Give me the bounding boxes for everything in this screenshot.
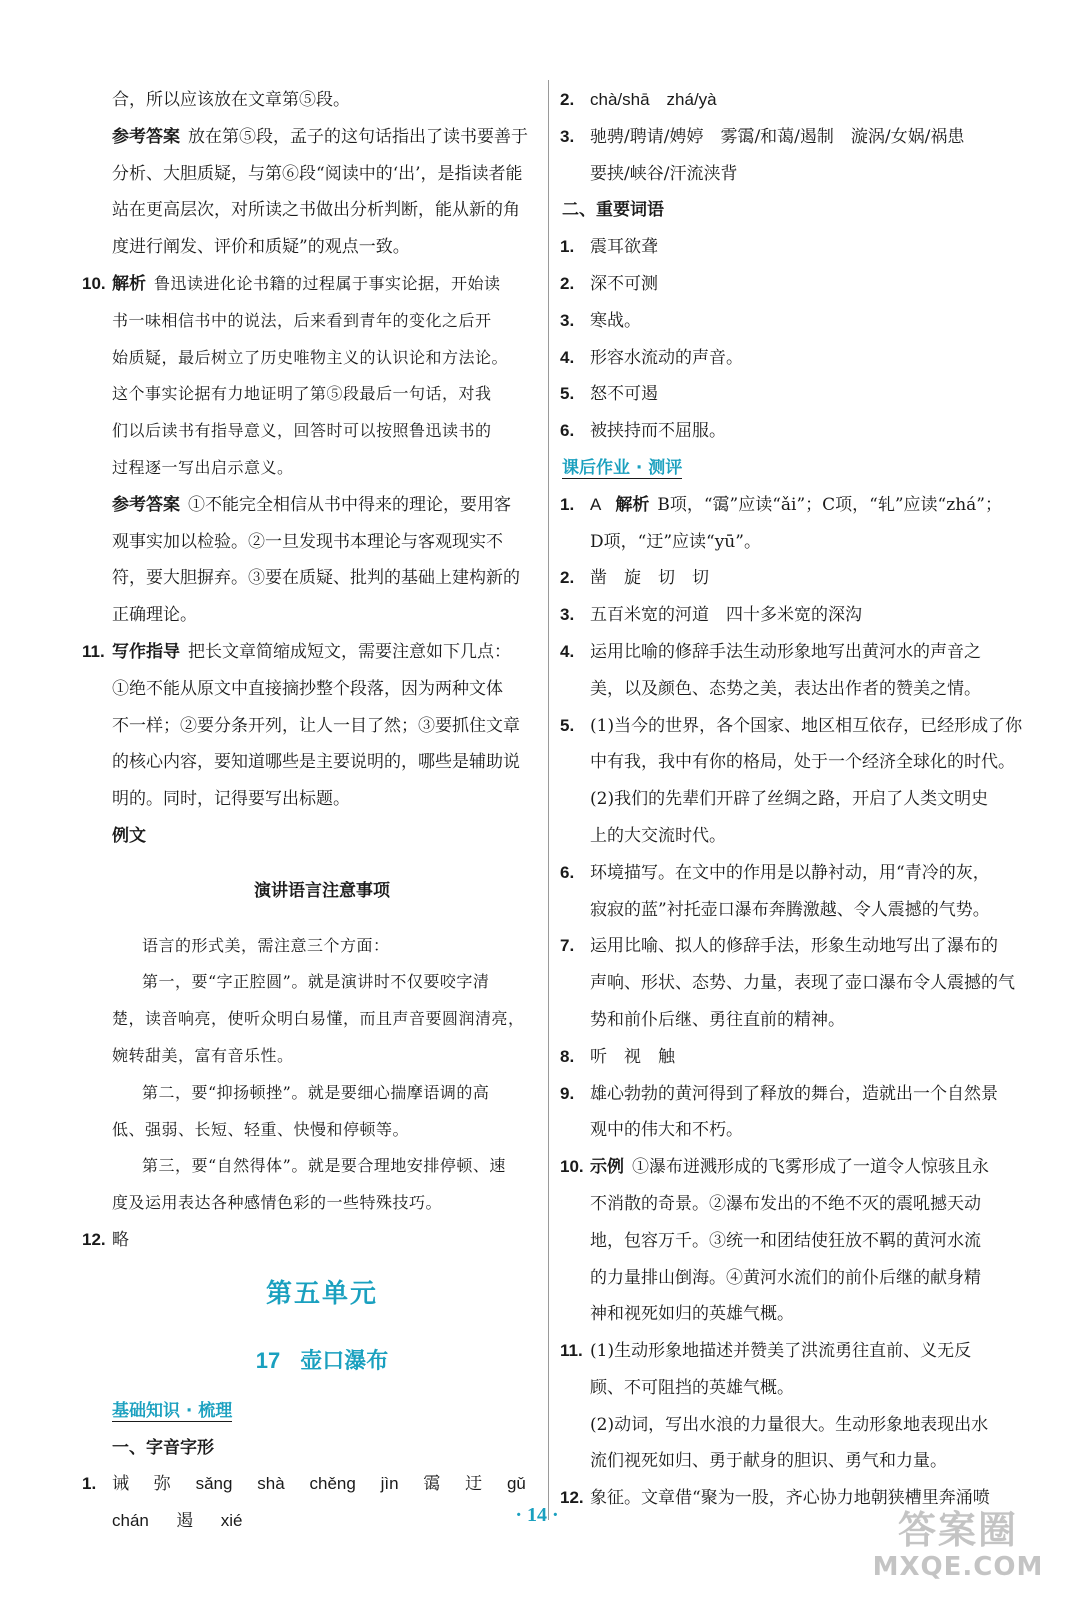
answer-item: 遏 <box>176 1511 194 1532</box>
text-line: ①瀑布迸溅形成的飞雾形成了一道令人惊骇且永 <box>632 1157 989 1178</box>
text-line: 正确理论。 <box>112 605 197 626</box>
question-number: 7. <box>560 936 575 956</box>
column-divider <box>548 80 549 1520</box>
question-number: 10. <box>82 273 106 293</box>
question-number: 6. <box>560 862 575 882</box>
answer-3 <box>560 119 1022 156</box>
question-number: 4. <box>560 641 575 661</box>
text-line: 被挟持而不屈服。 <box>590 421 726 442</box>
section-after-class <box>562 450 1022 487</box>
section-label: 课后作业 · 测评 <box>562 457 683 478</box>
text-line: 要挟/峡谷/汗流浃背 <box>590 163 738 184</box>
question-number: 6. <box>560 421 575 441</box>
text-line: 深不可测 <box>590 273 658 294</box>
analysis-label: 解析 <box>112 273 146 294</box>
text-line: (1)生动形象地描述并赞美了洪流勇往直前、义无反 <box>590 1341 972 1362</box>
answer-item: sǎng <box>195 1474 233 1494</box>
text-line: 声响、形状、态势、力量，表现了壶口瀑布令人震撼的气 <box>590 973 1015 994</box>
example-label: 示例 <box>590 1157 624 1178</box>
question-number: 10. <box>560 1157 584 1177</box>
text-line: 略 <box>112 1229 129 1250</box>
exercise-2 <box>560 560 1022 597</box>
answer-item: xié <box>220 1511 243 1531</box>
reference-answer <box>112 119 532 156</box>
text-line: D项，“迂”应读“yū”。 <box>590 531 761 552</box>
text-line: 美，以及颜色、态势之美，表达出作者的赞美之情。 <box>590 678 981 699</box>
text-line: 凿 旋 切 切 <box>590 568 709 589</box>
exercise-5 <box>560 708 1023 745</box>
answer-item: 霭 <box>423 1474 441 1495</box>
vocab-1 <box>560 229 1022 266</box>
text-line: 不消散的奇景。②瀑布发出的不绝不灭的震吼撼天动 <box>590 1193 981 1214</box>
section-label: 基础知识 · 梳理 <box>112 1400 233 1421</box>
answer-item: chěng <box>309 1474 356 1494</box>
text-line: 听 视 触 <box>590 1046 675 1067</box>
exercise-4 <box>560 634 1022 671</box>
answer-item: 迂 <box>465 1474 483 1495</box>
text-line: 神和视死如归的英雄气概。 <box>590 1304 794 1325</box>
text-line: 震耳欲聋 <box>590 237 658 258</box>
answer-choice: A <box>590 494 602 514</box>
text-line: 把长文章简缩成短文，需要注意如下几点： <box>188 641 511 662</box>
essay-line: 第二，要“抑扬顿挫”。就是要细心揣摩语调的高 <box>142 1082 490 1102</box>
watermark-logo <box>868 1508 1048 1588</box>
text-line: 度进行阐发、评价和质疑”的观点一致。 <box>112 237 410 258</box>
question-number: 3. <box>560 126 575 146</box>
essay-line: 第一，要“字正腔圆”。就是演讲时不仅要咬字清 <box>142 972 490 992</box>
text-line: B项，“霭”应读“ǎi”；C项，“轧”应读“zhá”； <box>657 494 1002 515</box>
section-basic-knowledge <box>112 1393 532 1430</box>
text-line: 们以后读书有指导意义，回答时可以按照鲁迅读书的 <box>112 421 492 441</box>
text-line: 怒不可遏 <box>590 384 658 405</box>
text-line: 分析、大胆质疑，与第⑥段“阅读中的‘出’，是指读者能 <box>112 163 523 184</box>
exercise-11 <box>560 1333 1022 1370</box>
text-line: 地，包容万千。③统一和团结使狂放不羁的黄河水流 <box>590 1230 981 1251</box>
essay-line: 低、强弱、长短、轻重、快慢和停顿等。 <box>112 1119 410 1139</box>
question-number: 9. <box>560 1083 575 1103</box>
essay-line: 语言的形式美，需注意三个方面： <box>142 935 390 955</box>
spacer <box>112 910 532 928</box>
watermark-url: MXQE.COM <box>872 1552 1044 1582</box>
exercise-8 <box>560 1039 1022 1076</box>
question-number: 11. <box>560 1341 583 1361</box>
text-line: 势和前仆后继、勇往直前的精神。 <box>590 1009 845 1030</box>
question-number: 4. <box>560 347 575 367</box>
text-line: 顾、不可阻挡的英雄气概。 <box>590 1377 794 1398</box>
question-number: 3. <box>560 605 575 625</box>
question-number: 3. <box>560 310 575 330</box>
exercise-6 <box>560 855 1022 892</box>
question-number: 2. <box>560 273 575 293</box>
unit-title: 第五单元 <box>265 1278 378 1309</box>
left-column <box>82 82 532 1540</box>
question-number: 2. <box>560 90 575 109</box>
answer-2 <box>560 82 1022 119</box>
text-line: (2)动词，写出水浪的力量很大。生动形象地表现出水 <box>590 1414 989 1435</box>
pronunciation-answers <box>82 1466 532 1503</box>
exercise-1 <box>560 487 1022 524</box>
question-10 <box>82 266 532 303</box>
question-number: 1. <box>82 1474 97 1494</box>
text-line: 始质疑，最后树立了历史唯物主义的认识论和方法论。 <box>112 347 509 367</box>
text-line: 站在更高层次，对所读之书做出分析判断，能从新的角 <box>112 200 520 221</box>
analysis-label: 解析 <box>615 494 650 515</box>
text-line: 合，所以应该放在文章第⑤段。 <box>112 90 350 110</box>
vocab-3 <box>560 303 1022 340</box>
lesson-heading <box>112 1329 532 1393</box>
text-line: 上的大交流时代。 <box>590 825 726 846</box>
reference-answer-label: 参考答案 <box>112 494 180 515</box>
answer-item: gǔ <box>506 1474 526 1494</box>
text-line: 五百米宽的河道 四十多米宽的深沟 <box>590 605 862 626</box>
text-line: 形容水流动的声音。 <box>590 347 743 368</box>
text-line: 运用比喻的修辞手法生动形象地写出黄河水的声音之 <box>590 641 981 662</box>
writing-guide-label: 写作指导 <box>112 641 180 662</box>
text-line: (2)我们的先辈们开辟了丝绸之路，开启了人类文明史 <box>590 789 989 810</box>
vocab-4 <box>560 340 1022 377</box>
text-line: 这个事实论据有力地证明了第⑤段最后一句话，对我 <box>112 384 492 404</box>
question-number: 8. <box>560 1046 575 1066</box>
text-line: 寒战。 <box>590 310 641 331</box>
question-number: 11. <box>82 641 105 661</box>
question-11 <box>82 634 532 671</box>
watermark-text: 答案圈 <box>897 1508 1018 1552</box>
answer-item: 弥 <box>153 1474 171 1495</box>
text-line: 明的。同时，记得要写出标题。 <box>112 789 350 810</box>
question-number: 5. <box>560 384 575 404</box>
essay-line: 第三，要“自然得体”。就是要合理地安排停顿、速 <box>142 1156 506 1176</box>
essay-title: 演讲语言注意事项 <box>254 880 390 901</box>
answer-item: 诫 <box>112 1474 129 1495</box>
subsection-heading: 二、重要词语 <box>562 200 664 221</box>
subsection-heading: 一、字音字形 <box>112 1437 214 1458</box>
reference-answer <box>112 487 532 524</box>
exercise-3 <box>560 597 1022 634</box>
page-number: · 14 · <box>515 1504 559 1526</box>
text-line: 运用比喻、拟人的修辞手法，形象生动地写出了瀑布的 <box>590 936 998 957</box>
right-column <box>562 82 1022 1517</box>
question-number: 1. <box>560 237 575 257</box>
text-line: ①不能完全相信从书中得来的理论，要用客 <box>188 494 511 515</box>
example-label: 例文 <box>112 825 146 846</box>
text-line: 观事实加以检验。②一旦发现书本理论与客观现实不 <box>112 531 503 552</box>
text-line: 过程逐一写出启示意义。 <box>112 457 294 477</box>
text-line: 中有我，我中有你的格局，处于一个经济全球化的时代。 <box>590 752 1015 773</box>
text-line: 驰骋/聘请/娉婷 雾霭/和蔼/遏制 漩涡/女娲/祸患 <box>590 126 965 147</box>
spacer <box>112 855 532 873</box>
text-line: 符，要大胆摒弃。③要在质疑、批判的基础上建构新的 <box>112 568 520 589</box>
vocab-5 <box>560 376 1022 413</box>
text-line: (1)当今的世界，各个国家、地区相互依存，已经形成了你 <box>590 715 1023 736</box>
text-line: 象征。文章借“聚为一股，齐心协力地朝狭槽里奔涌喷 <box>590 1488 990 1509</box>
text-line: 不一样；②要分条开列，让人一目了然；③要抓住文章 <box>112 715 520 736</box>
answer-item: shà <box>257 1474 285 1494</box>
exercise-10 <box>560 1149 1022 1186</box>
answer-item: chán <box>112 1511 149 1531</box>
question-12 <box>82 1222 532 1259</box>
essay-line: 楚，读音响亮，使听众明白易懂，而且声音要圆润清亮， <box>112 1009 525 1029</box>
text-line: chà/shā zhá/yà <box>590 90 717 109</box>
question-number: 1. <box>560 494 575 514</box>
text-line: 的力量排山倒海。④黄河水流们的前仆后继的献身精 <box>590 1267 981 1288</box>
lesson-number: 17 <box>255 1347 281 1373</box>
question-number: 5. <box>560 715 575 735</box>
text-line: 雄心勃勃的黄河得到了释放的舞台，造就出一个自然景 <box>590 1083 998 1104</box>
reference-answer-label: 参考答案 <box>112 126 180 147</box>
exercise-9 <box>560 1076 1022 1113</box>
exercise-7 <box>560 928 1022 965</box>
question-number: 12. <box>82 1229 106 1249</box>
essay-line: 婉转甜美，富有音乐性。 <box>112 1045 294 1065</box>
text-line: 书一味相信书中的说法，后来看到青年的变化之后开 <box>112 310 492 330</box>
text-line: 鲁迅读进化论书籍的过程属于事实论据，开始读 <box>154 273 501 293</box>
text-line: 寂寂的蓝”衬托壶口瀑布奔腾激越、令人震撼的气势。 <box>590 899 990 920</box>
question-number: 12. <box>560 1488 584 1508</box>
text-line: 观中的伟大和不朽。 <box>590 1120 743 1141</box>
essay-line: 度及运用表达各种感情色彩的一些特殊技巧。 <box>112 1193 443 1213</box>
text-line: 放在第⑤段，孟子的这句话指出了读书要善于 <box>188 126 528 147</box>
text-line: ①绝不能从原文中直接摘抄整个段落，因为两种文体 <box>112 678 503 699</box>
lesson-title: 壶口瀑布 <box>300 1347 389 1374</box>
vocab-2 <box>560 266 1022 303</box>
vocab-6 <box>560 413 1022 450</box>
text-line: 的核心内容，要知道哪些是主要说明的，哪些是辅助说 <box>112 752 520 773</box>
answer-item: jìn <box>380 1474 399 1494</box>
text-line: 流们视死如归、勇于献身的胆识、勇气和力量。 <box>590 1451 947 1472</box>
right-column-body <box>560 82 1023 1517</box>
text-line: 环境描写。在文中的作用是以静衬动，用“青冷的灰， <box>590 862 990 883</box>
question-number: 2. <box>560 568 575 588</box>
